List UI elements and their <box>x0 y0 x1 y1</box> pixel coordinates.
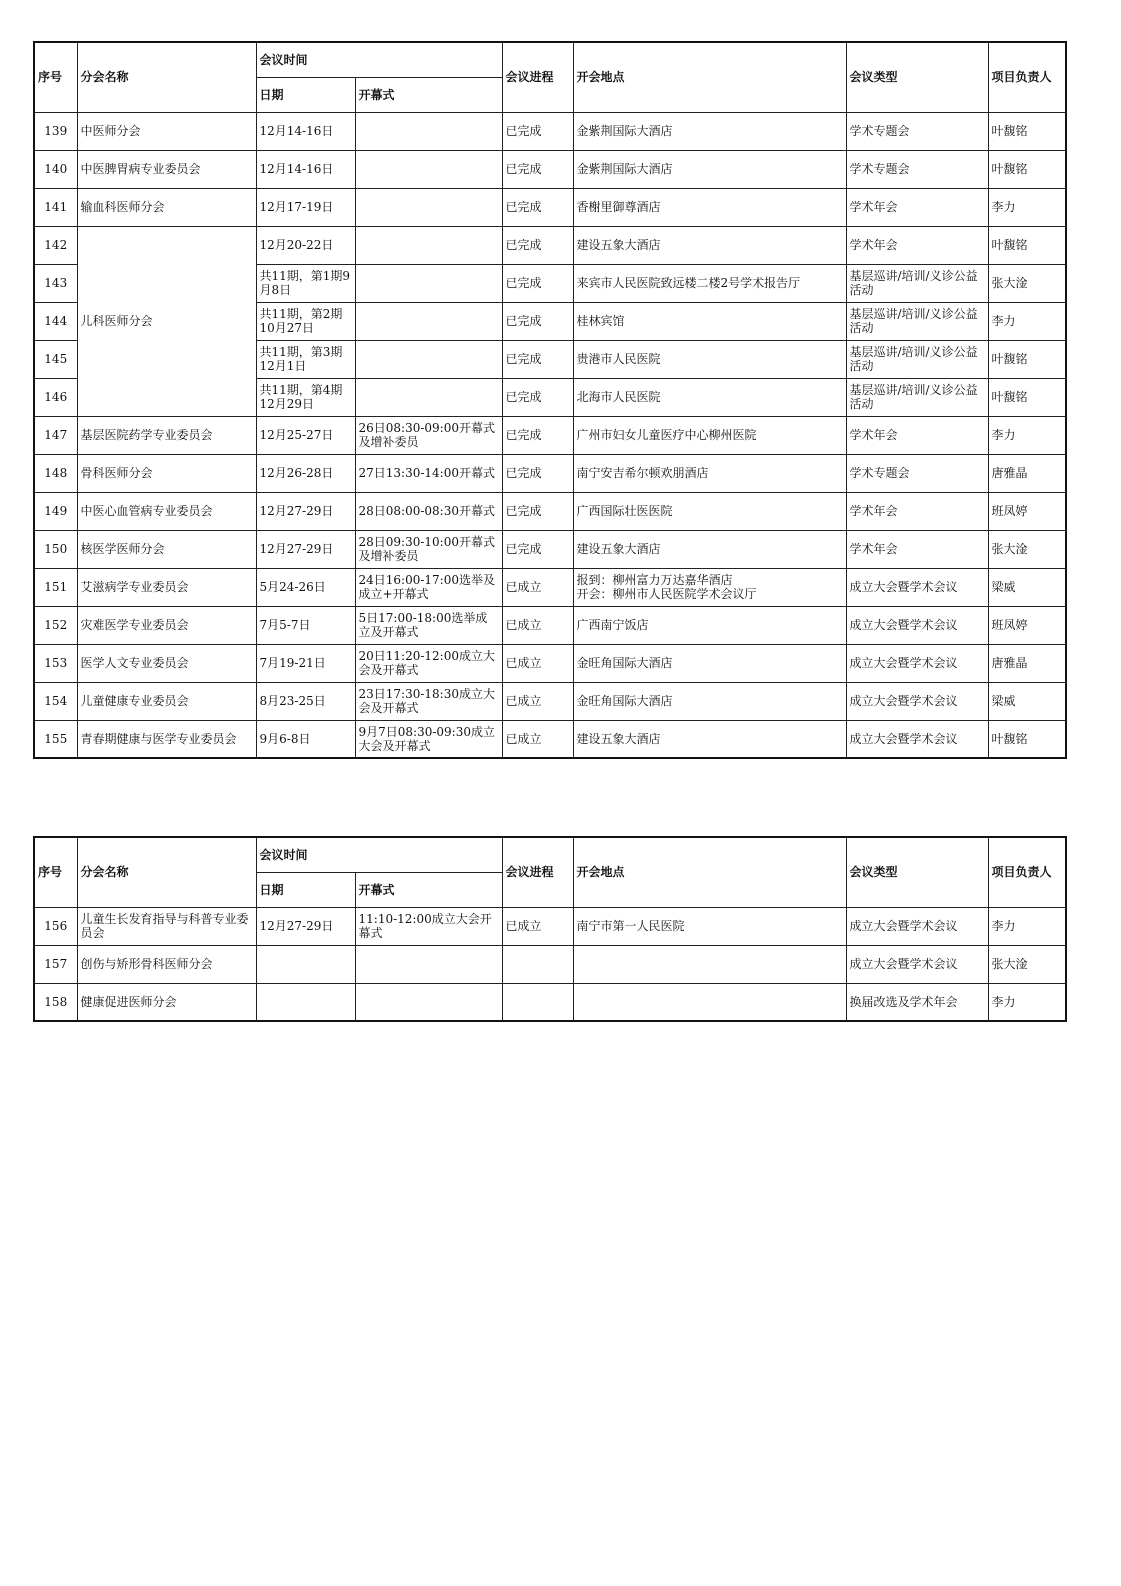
cell-date: 12月20-22日 <box>256 226 355 264</box>
cell-progress: 已成立 <box>502 644 573 682</box>
cell-venue: 广西南宁饭店 <box>573 606 846 644</box>
cell-seq: 155 <box>34 720 77 758</box>
cell-progress: 已成立 <box>502 720 573 758</box>
cell-progress: 已成立 <box>502 907 573 945</box>
cell-progress <box>502 945 573 983</box>
cell-seq: 147 <box>34 416 77 454</box>
table-row <box>34 454 1066 492</box>
header-seq: 序号 <box>34 42 77 112</box>
cell-venue: 报到：柳州富力万达嘉华酒店 开会：柳州市人民医院学术会议厅 <box>573 568 846 606</box>
header-type: 会议类型 <box>846 837 988 907</box>
cell-type: 换届改选及学术年会 <box>846 983 988 1021</box>
cell-date: 共11期，第4期12月29日 <box>256 378 355 416</box>
cell-date <box>256 945 355 983</box>
cell-opening: 24日16:00-17:00选举及成立+开幕式 <box>355 568 502 606</box>
table-row <box>34 682 1066 720</box>
table-row <box>34 492 1066 530</box>
header-time: 会议时间 <box>256 837 502 872</box>
header-venue: 开会地点 <box>573 837 846 907</box>
table-row <box>34 530 1066 568</box>
cell-progress: 已完成 <box>502 378 573 416</box>
cell-progress: 已完成 <box>502 264 573 302</box>
table-row <box>34 606 1066 644</box>
cell-opening: 28日09:30-10:00开幕式及增补委员 <box>355 530 502 568</box>
cell-type: 学术专题会 <box>846 150 988 188</box>
cell-owner: 叶馥铭 <box>988 226 1066 264</box>
cell-type: 学术专题会 <box>846 112 988 150</box>
cell-name: 灾难医学专业委员会 <box>77 606 256 644</box>
cell-owner: 李力 <box>988 416 1066 454</box>
cell-name: 骨科医师分会 <box>77 454 256 492</box>
cell-venue: 金旺角国际大酒店 <box>573 644 846 682</box>
cell-name: 核医学医师分会 <box>77 530 256 568</box>
cell-venue: 广西国际壮医医院 <box>573 492 846 530</box>
cell-type: 基层巡讲/培训/义诊公益活动 <box>846 340 988 378</box>
cell-seq: 153 <box>34 644 77 682</box>
cell-progress: 已完成 <box>502 416 573 454</box>
cell-name: 基层医院药学专业委员会 <box>77 416 256 454</box>
cell-progress: 已完成 <box>502 150 573 188</box>
cell-name: 儿科医师分会 <box>77 226 256 416</box>
cell-opening: 11:10-12:00成立大会开幕式 <box>355 907 502 945</box>
cell-date: 12月25-27日 <box>256 416 355 454</box>
cell-seq: 152 <box>34 606 77 644</box>
cell-name: 中医师分会 <box>77 112 256 150</box>
cell-seq: 140 <box>34 150 77 188</box>
cell-type: 成立大会暨学术会议 <box>846 682 988 720</box>
cell-owner: 班凤婷 <box>988 606 1066 644</box>
cell-owner: 张大淦 <box>988 264 1066 302</box>
cell-name: 医学人文专业委员会 <box>77 644 256 682</box>
cell-type: 基层巡讲/培训/义诊公益活动 <box>846 378 988 416</box>
cell-venue: 建设五象大酒店 <box>573 530 846 568</box>
cell-progress: 已完成 <box>502 492 573 530</box>
cell-opening: 27日13:30-14:00开幕式 <box>355 454 502 492</box>
header-owner: 项目负责人 <box>988 837 1066 907</box>
cell-progress: 已成立 <box>502 568 573 606</box>
cell-type: 学术年会 <box>846 188 988 226</box>
cell-progress: 已完成 <box>502 112 573 150</box>
cell-opening: 26日08:30-09:00开幕式及增补委员 <box>355 416 502 454</box>
cell-date: 5月24-26日 <box>256 568 355 606</box>
cell-opening <box>355 983 502 1021</box>
cell-venue <box>573 945 846 983</box>
cell-type: 成立大会暨学术会议 <box>846 720 988 758</box>
cell-date: 共11期，第1期9月8日 <box>256 264 355 302</box>
cell-opening: 20日11:20-12:00成立大会及开幕式 <box>355 644 502 682</box>
cell-opening <box>355 340 502 378</box>
meeting-table-1 <box>33 41 1067 759</box>
cell-name: 艾滋病学专业委员会 <box>77 568 256 606</box>
cell-venue: 南宁安吉希尔顿欢朋酒店 <box>573 454 846 492</box>
table-row <box>34 150 1066 188</box>
header-type: 会议类型 <box>846 42 988 112</box>
cell-seq: 145 <box>34 340 77 378</box>
cell-opening <box>355 150 502 188</box>
cell-owner: 张大淦 <box>988 530 1066 568</box>
cell-progress: 已完成 <box>502 226 573 264</box>
header-date: 日期 <box>256 872 355 907</box>
header-owner: 项目负责人 <box>988 42 1066 112</box>
cell-venue: 桂林宾馆 <box>573 302 846 340</box>
cell-progress: 已完成 <box>502 188 573 226</box>
cell-progress: 已完成 <box>502 302 573 340</box>
cell-venue: 香榭里御尊酒店 <box>573 188 846 226</box>
table-row <box>34 907 1066 945</box>
cell-date: 12月27-29日 <box>256 907 355 945</box>
cell-owner: 唐雅晶 <box>988 454 1066 492</box>
cell-opening <box>355 188 502 226</box>
table-row <box>34 983 1066 1021</box>
cell-seq: 158 <box>34 983 77 1021</box>
cell-seq: 150 <box>34 530 77 568</box>
cell-type: 成立大会暨学术会议 <box>846 568 988 606</box>
cell-seq: 143 <box>34 264 77 302</box>
cell-type: 成立大会暨学术会议 <box>846 945 988 983</box>
cell-date: 7月5-7日 <box>256 606 355 644</box>
table-row <box>34 644 1066 682</box>
cell-name: 儿童健康专业委员会 <box>77 682 256 720</box>
header-progress: 会议进程 <box>502 837 573 907</box>
cell-date: 12月14-16日 <box>256 112 355 150</box>
cell-opening <box>355 378 502 416</box>
cell-owner: 梁威 <box>988 568 1066 606</box>
cell-venue: 广州市妇女儿童医疗中心柳州医院 <box>573 416 846 454</box>
header-name: 分会名称 <box>77 837 256 907</box>
cell-date: 8月23-25日 <box>256 682 355 720</box>
cell-opening: 5日17:00-18:00选举成立及开幕式 <box>355 606 502 644</box>
cell-venue: 建设五象大酒店 <box>573 226 846 264</box>
cell-opening <box>355 226 502 264</box>
cell-date: 共11期，第3期12月1日 <box>256 340 355 378</box>
cell-date: 12月17-19日 <box>256 188 355 226</box>
cell-name: 中医脾胃病专业委员会 <box>77 150 256 188</box>
meeting-table-2 <box>33 836 1067 1022</box>
cell-venue: 金旺角国际大酒店 <box>573 682 846 720</box>
cell-venue: 贵港市人民医院 <box>573 340 846 378</box>
cell-venue <box>573 983 846 1021</box>
table-row <box>34 568 1066 606</box>
cell-opening: 9月7日08:30-09:30成立大会及开幕式 <box>355 720 502 758</box>
table-row <box>34 720 1066 758</box>
cell-name: 输血科医师分会 <box>77 188 256 226</box>
cell-opening <box>355 302 502 340</box>
cell-name: 青春期健康与医学专业委员会 <box>77 720 256 758</box>
cell-seq: 154 <box>34 682 77 720</box>
header-time: 会议时间 <box>256 42 502 77</box>
cell-owner: 班凤婷 <box>988 492 1066 530</box>
header-venue: 开会地点 <box>573 42 846 112</box>
header-opening: 开幕式 <box>355 77 502 112</box>
cell-type: 学术专题会 <box>846 454 988 492</box>
cell-venue: 金紫荆国际大酒店 <box>573 112 846 150</box>
cell-progress: 已成立 <box>502 682 573 720</box>
cell-seq: 142 <box>34 226 77 264</box>
cell-date: 12月14-16日 <box>256 150 355 188</box>
cell-venue: 南宁市第一人民医院 <box>573 907 846 945</box>
cell-owner: 李力 <box>988 983 1066 1021</box>
cell-owner: 李力 <box>988 188 1066 226</box>
cell-name: 创伤与矫形骨科医师分会 <box>77 945 256 983</box>
cell-seq: 146 <box>34 378 77 416</box>
cell-seq: 141 <box>34 188 77 226</box>
cell-seq: 157 <box>34 945 77 983</box>
cell-owner: 李力 <box>988 302 1066 340</box>
cell-type: 学术年会 <box>846 530 988 568</box>
cell-progress: 已成立 <box>502 606 573 644</box>
cell-venue: 来宾市人民医院致远楼二楼2号学术报告厅 <box>573 264 846 302</box>
header-seq: 序号 <box>34 837 77 907</box>
cell-progress: 已完成 <box>502 454 573 492</box>
cell-date <box>256 983 355 1021</box>
cell-seq: 139 <box>34 112 77 150</box>
cell-type: 成立大会暨学术会议 <box>846 907 988 945</box>
cell-opening <box>355 264 502 302</box>
cell-opening: 23日17:30-18:30成立大会及开幕式 <box>355 682 502 720</box>
cell-seq: 148 <box>34 454 77 492</box>
header-opening: 开幕式 <box>355 872 502 907</box>
cell-date: 9月6-8日 <box>256 720 355 758</box>
cell-venue: 建设五象大酒店 <box>573 720 846 758</box>
cell-progress: 已完成 <box>502 340 573 378</box>
cell-name: 健康促进医师分会 <box>77 983 256 1021</box>
cell-opening <box>355 945 502 983</box>
cell-owner: 张大淦 <box>988 945 1066 983</box>
cell-venue: 北海市人民医院 <box>573 378 846 416</box>
cell-owner: 叶馥铭 <box>988 150 1066 188</box>
cell-type: 成立大会暨学术会议 <box>846 606 988 644</box>
cell-seq: 149 <box>34 492 77 530</box>
cell-date: 7月19-21日 <box>256 644 355 682</box>
cell-progress: 已完成 <box>502 530 573 568</box>
cell-owner: 叶馥铭 <box>988 112 1066 150</box>
cell-progress <box>502 983 573 1021</box>
cell-type: 学术年会 <box>846 492 988 530</box>
table-row <box>34 226 1066 264</box>
header-progress: 会议进程 <box>502 42 573 112</box>
cell-type: 学术年会 <box>846 226 988 264</box>
table-row <box>34 112 1066 150</box>
cell-date: 12月26-28日 <box>256 454 355 492</box>
cell-owner: 李力 <box>988 907 1066 945</box>
cell-name: 儿童生长发育指导与科普专业委员会 <box>77 907 256 945</box>
table-row <box>34 945 1066 983</box>
cell-owner: 叶馥铭 <box>988 720 1066 758</box>
cell-owner: 唐雅晶 <box>988 644 1066 682</box>
cell-date: 12月27-29日 <box>256 492 355 530</box>
cell-name: 中医心血管病专业委员会 <box>77 492 256 530</box>
cell-seq: 156 <box>34 907 77 945</box>
cell-seq: 151 <box>34 568 77 606</box>
cell-date: 共11期，第2期10月27日 <box>256 302 355 340</box>
cell-type: 基层巡讲/培训/义诊公益活动 <box>846 302 988 340</box>
cell-seq: 144 <box>34 302 77 340</box>
header-date: 日期 <box>256 77 355 112</box>
table-row <box>34 188 1066 226</box>
cell-owner: 叶馥铭 <box>988 378 1066 416</box>
cell-owner: 梁威 <box>988 682 1066 720</box>
cell-venue: 金紫荆国际大酒店 <box>573 150 846 188</box>
cell-owner: 叶馥铭 <box>988 340 1066 378</box>
cell-type: 学术年会 <box>846 416 988 454</box>
cell-type: 成立大会暨学术会议 <box>846 644 988 682</box>
cell-opening <box>355 112 502 150</box>
table-row <box>34 416 1066 454</box>
cell-date: 12月27-29日 <box>256 530 355 568</box>
header-name: 分会名称 <box>77 42 256 112</box>
cell-opening: 28日08:00-08:30开幕式 <box>355 492 502 530</box>
cell-type: 基层巡讲/培训/义诊公益活动 <box>846 264 988 302</box>
